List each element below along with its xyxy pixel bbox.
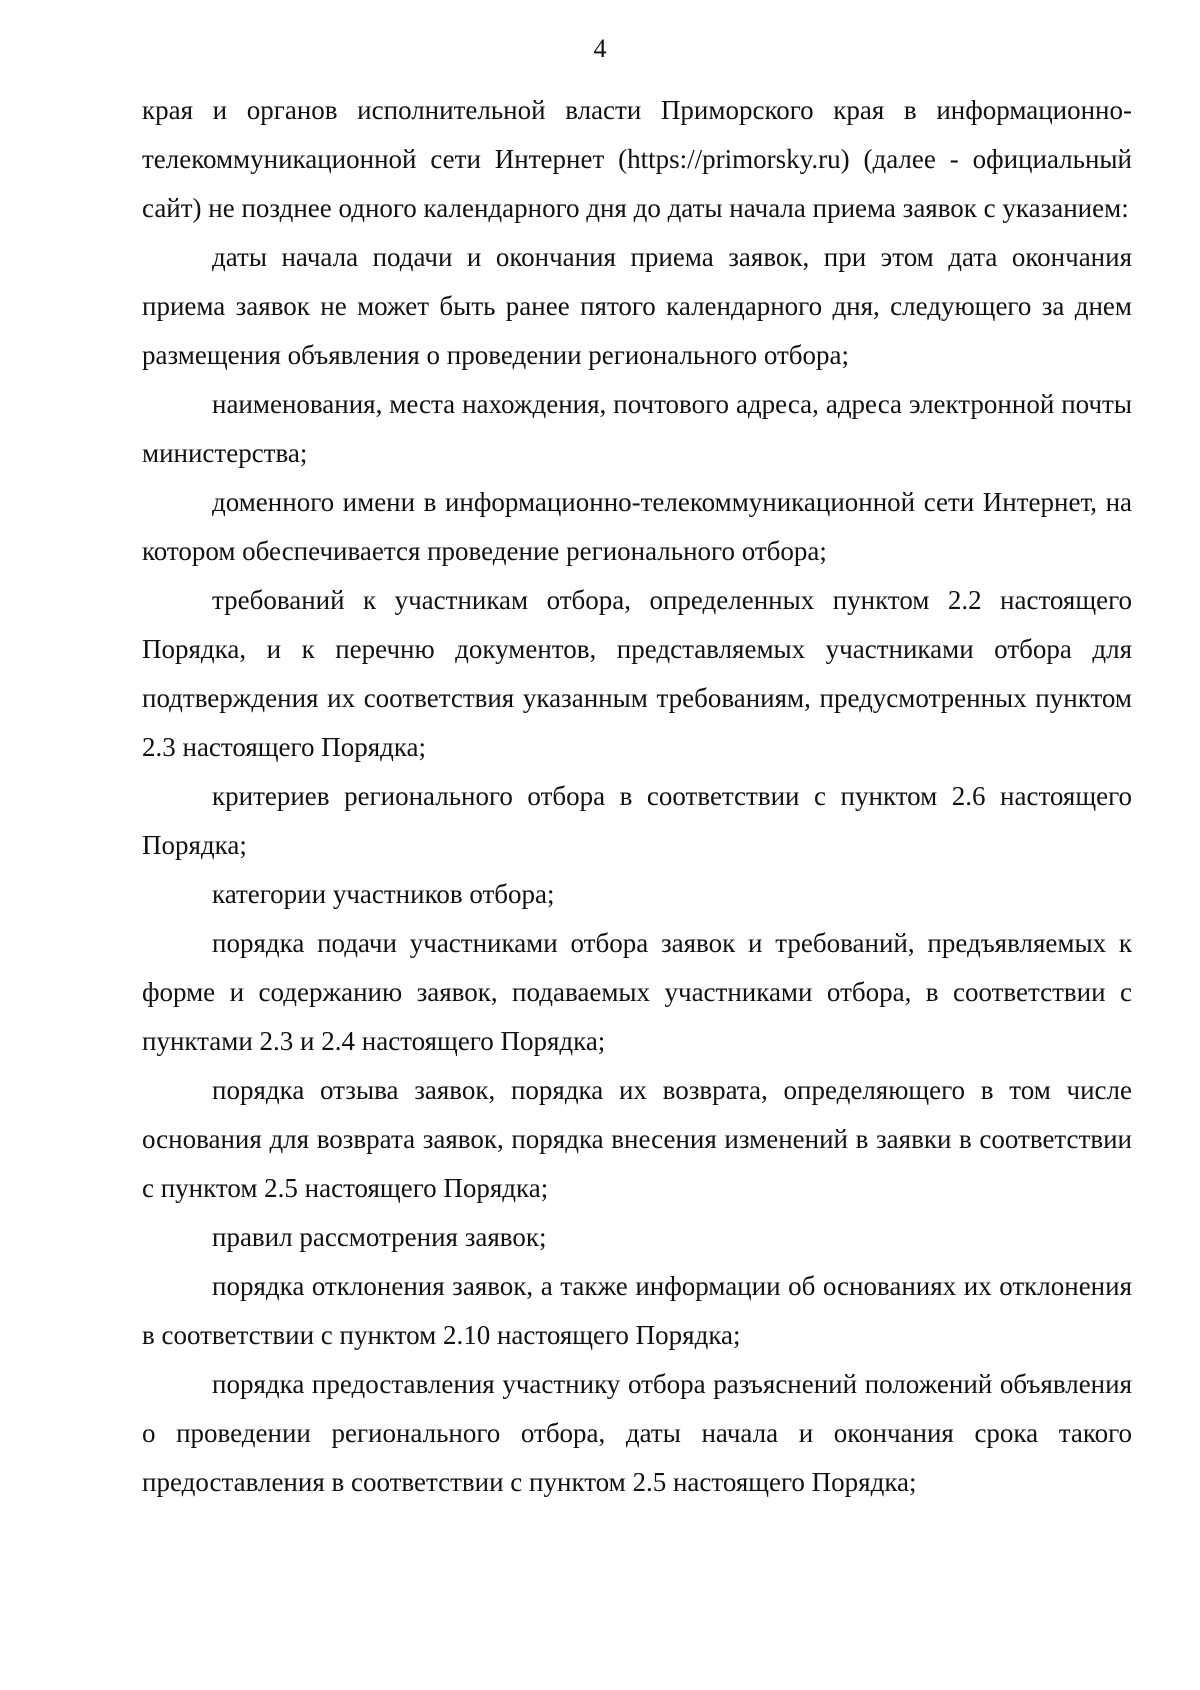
document-body xyxy=(142,86,1132,1507)
paragraph-continuation: края и органов исполнительной власти Приморского края в информационно-телекоммуникационной сети Интернет (https://primorsky.ru) (далее - официальный сайт) не позднее одного календарного дня до даты начала приема заявок с указанием: xyxy=(142,95,1132,223)
paragraph: правил рассмотрения заявок; xyxy=(212,1222,547,1252)
paragraph: порядка предоставления участнику отбора разъяснений положений объявления о проведении регионального отбора, даты начала и окончания срока такого предоставления в соответствии с пунктом 2.5 настоящего Порядка; xyxy=(142,1369,1132,1497)
paragraph: порядка отклонения заявок, а также информации об основаниях их отклонения в соответствии с пунктом 2.10 настоящего Порядка; xyxy=(142,1271,1132,1350)
paragraph: порядка отзыва заявок, порядка их возврата, определяющего в том числе основания для возврата заявок, порядка внесения изменений в заявки в соответствии с пунктом 2.5 настоящего Порядка; xyxy=(142,1075,1132,1203)
paragraph: порядка подачи участниками отбора заявок и требований, предъявляемых к форме и содержанию заявок, подаваемых участниками отбора, в соответствии с пунктами 2.3 и 2.4 настоящего Порядка; xyxy=(142,928,1132,1056)
paragraph: доменного имени в информационно-телекоммуникационной сети Интернет, на котором обеспечивается проведение регионального отбора; xyxy=(142,487,1132,566)
paragraph: требований к участникам отбора, определенных пунктом 2.2 настоящего Порядка, и к перечню документов, представляемых участниками отбора для подтверждения их соответствия указанным требованиям, предусмотренных пунктом 2.3 настоящего Порядка; xyxy=(142,585,1132,762)
page-number: 4 xyxy=(593,34,607,63)
paragraph: категории участников отбора; xyxy=(212,879,555,909)
paragraph: критериев регионального отбора в соответствии с пунктом 2.6 настоящего Порядка; xyxy=(142,781,1132,860)
paragraph: даты начала подачи и окончания приема заявок, при этом дата окончания приема заявок не может быть ранее пятого календарного дня, следующего за днем размещения объявления о проведении регионального отбора; xyxy=(142,242,1132,370)
paragraph: наименования, места нахождения, почтового адреса, адреса электронной почты министерства; xyxy=(142,389,1132,468)
